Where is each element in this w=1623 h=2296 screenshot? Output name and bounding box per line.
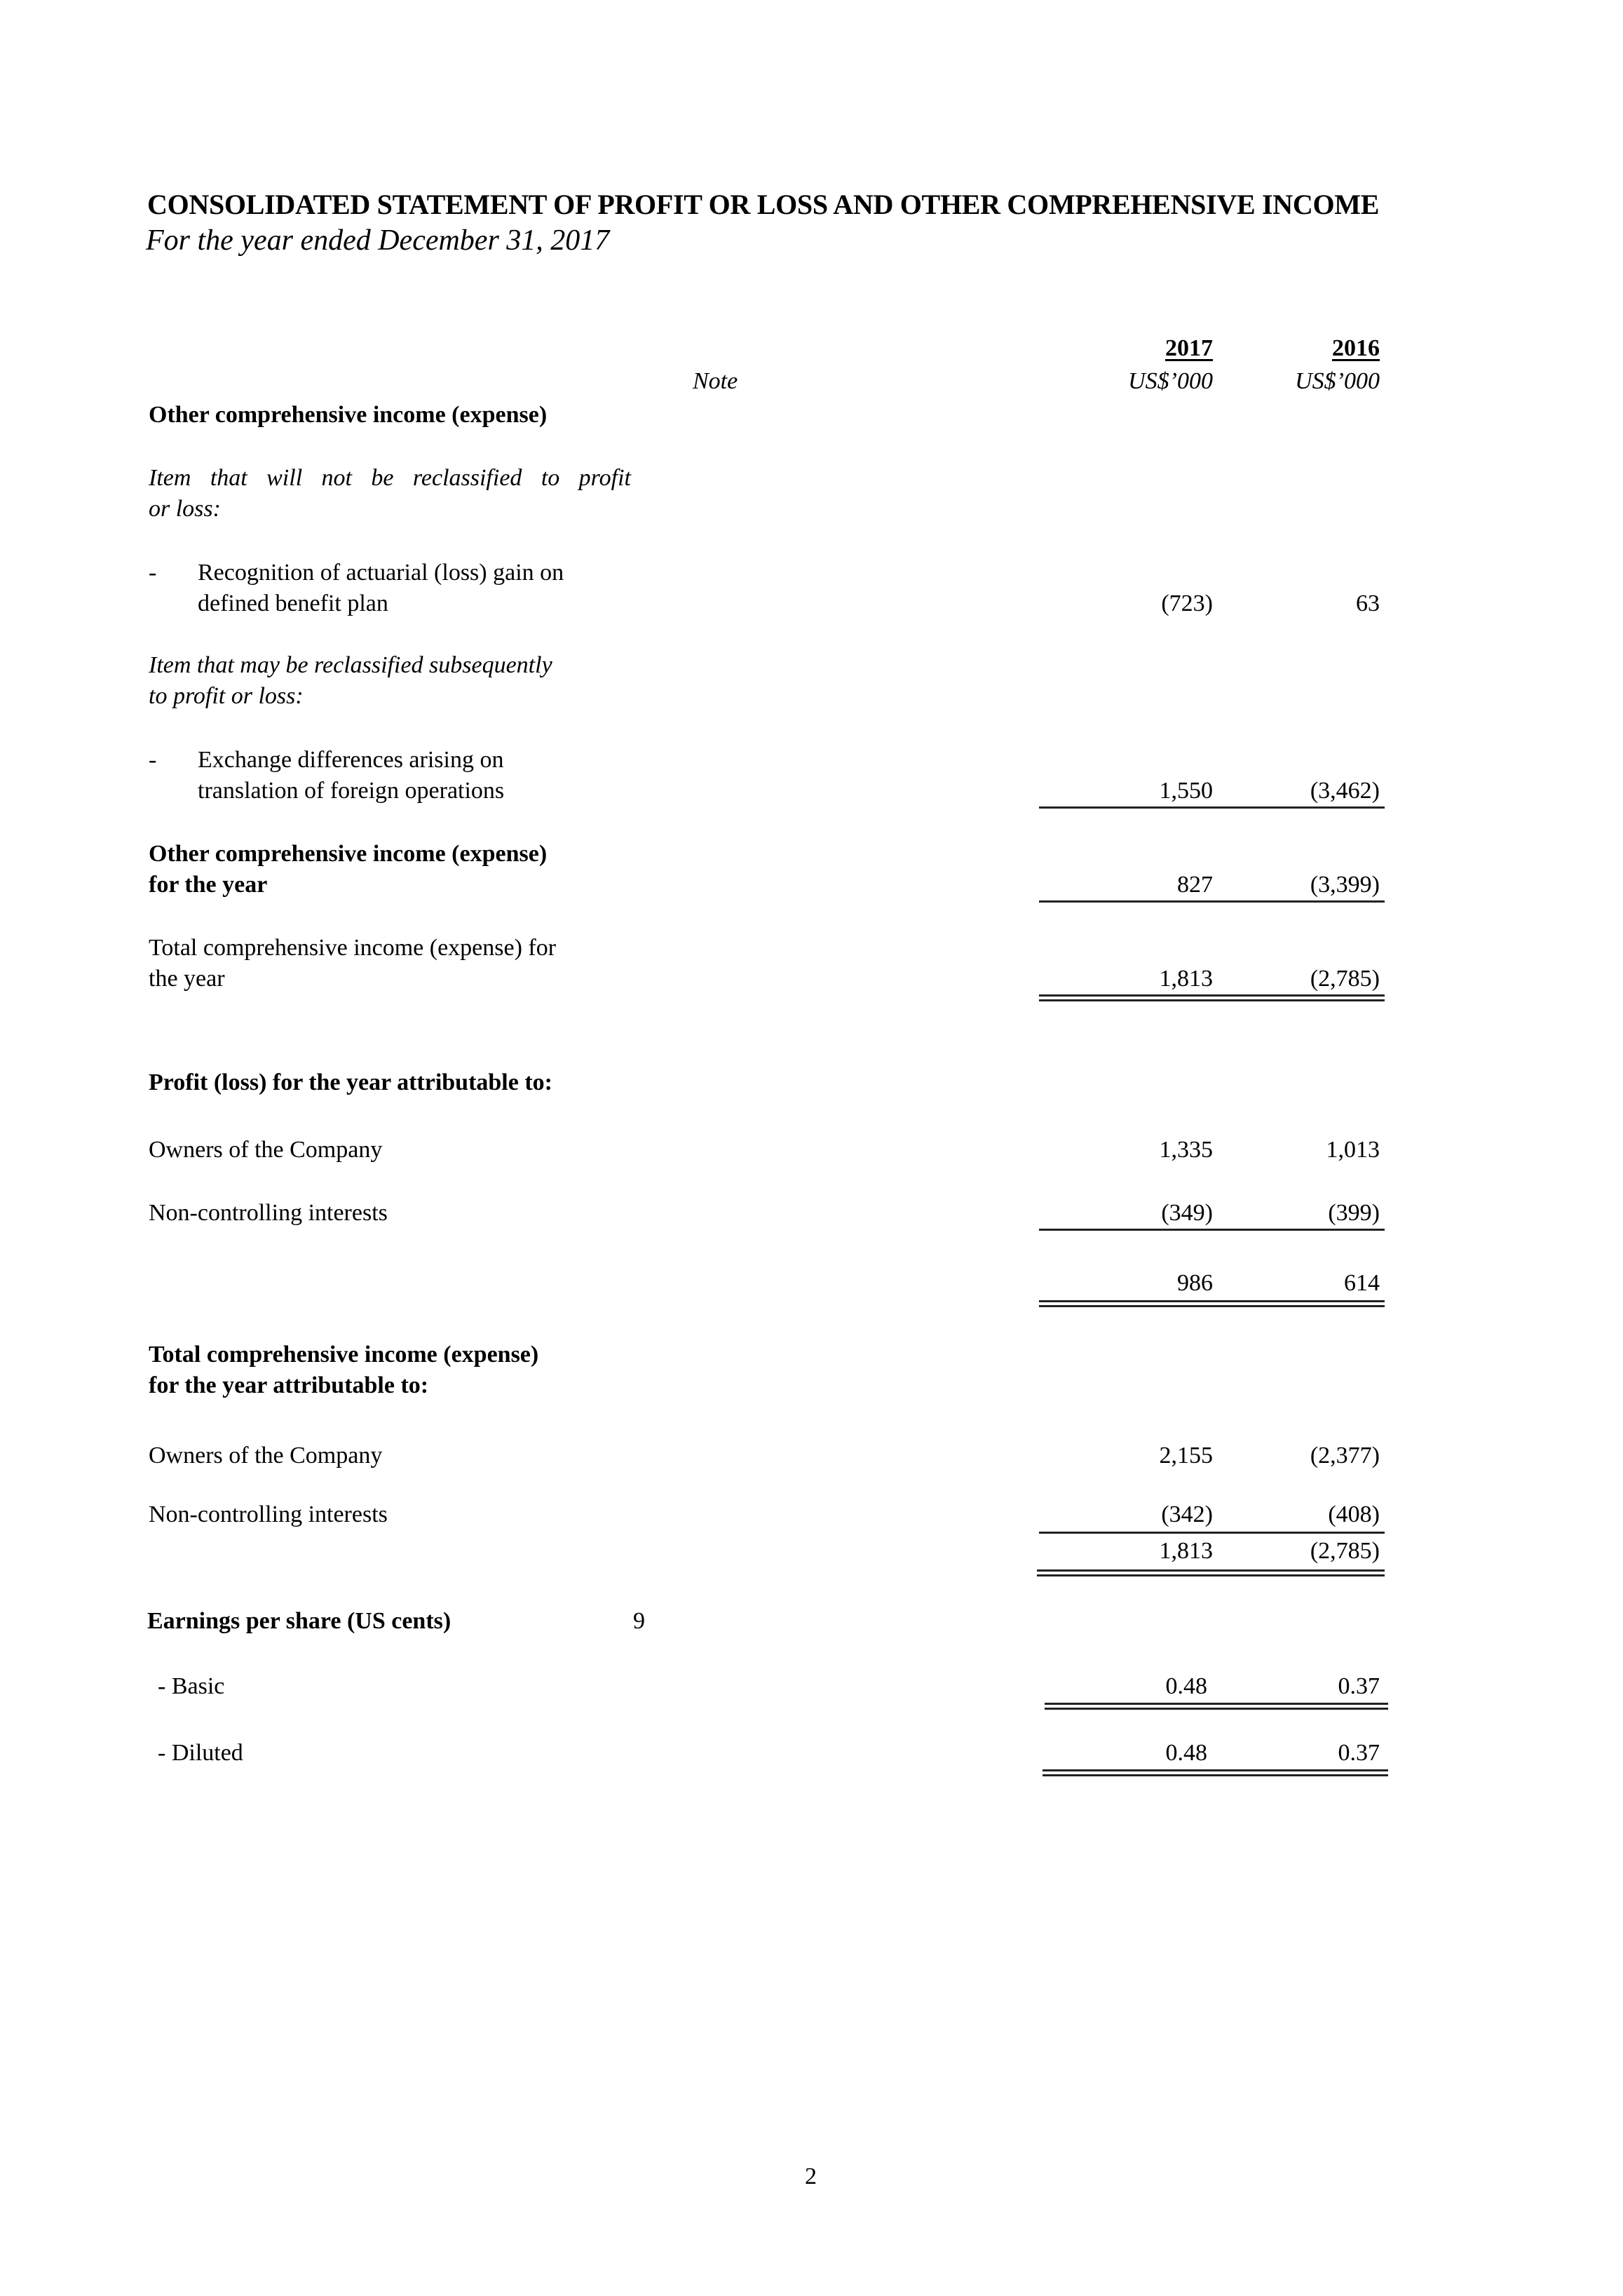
tci-nci-2017: (342) [1161,1501,1213,1527]
reclassified-heading [149,650,552,712]
oci-total-label [149,839,547,900]
year-2016-header [1211,333,1380,364]
eps-basic-label: - Basic [158,1673,225,1699]
profit-nci-2016: (399) [1328,1200,1380,1226]
profit-owners-2016: 1,013 [1326,1137,1380,1163]
actuarial-2016: 63 [1356,590,1380,616]
reclassified-heading-line2: to profit or loss: [149,683,304,709]
oci-total-2016: (3,399) [1310,872,1380,898]
eps-note-ref: 9 [633,1608,645,1634]
total-ci-2016: (2,785) [1310,966,1380,992]
eps-diluted-label: - Diluted [158,1740,243,1766]
tci-total-2017: 1,813 [1159,1538,1213,1564]
total-double-rule [1039,1300,1385,1307]
oci-section-heading: Other comprehensive income (expense) [149,402,548,428]
profit-nci-label: Non-controlling interests [149,1200,388,1226]
tci-nci-2016: (408) [1328,1501,1380,1527]
total-double-rule [1037,1569,1385,1576]
eps-double-rule [1045,1703,1388,1710]
oci-total-2017: 827 [1177,872,1213,898]
actuarial-label-line2: defined benefit plan [198,590,388,616]
statement-period: For the year ended December 31, 2017 [146,224,610,257]
year-2017-label: 2017 [1165,335,1213,361]
subtotal-rule [1039,1532,1385,1534]
eps-diluted-2016: 0.37 [1338,1740,1380,1766]
profit-nci-2017: (349) [1161,1200,1213,1226]
subtotal-rule [1039,900,1385,903]
exchange-2017: 1,550 [1159,778,1213,804]
unit-2017-header: US$’000 [1128,368,1213,394]
exchange-label-line1: Exchange differences arising on [198,747,504,773]
eps-double-rule [1043,1769,1388,1776]
actuarial-row [149,558,564,619]
oci-total-label-line2: for the year [149,872,268,898]
reclassified-heading-line1: Item that may be reclassified subsequently [149,652,552,678]
year-2017-header [1045,333,1213,364]
tci-attr-heading-line2: for the year attributable to: [149,1372,429,1398]
total-ci-2017: 1,813 [1159,966,1213,992]
actuarial-label-line1: Recognition of actuarial (loss) gain on [198,560,564,586]
not-reclassified-heading-line1: Item that will not be reclassified to profit [149,465,631,491]
bullet-dash: - [149,747,157,773]
eps-diluted-2017: 0.48 [1165,1740,1207,1766]
statement-title: CONSOLIDATED STATEMENT OF PROFIT OR LOSS AND OTHER COMPREHENSIVE INCOME [147,189,1380,220]
year-2016-label: 2016 [1332,335,1380,361]
bullet-dash: - [149,560,157,586]
tci-attr-heading-line1: Total comprehensive income (expense) [149,1342,539,1368]
profit-owners-2017: 1,335 [1159,1137,1213,1163]
actuarial-label [198,558,564,619]
exchange-label-line2: translation of foreign operations [198,778,505,804]
page-number: 2 [805,2163,817,2189]
subtotal-rule [1039,1229,1385,1231]
exchange-2016: (3,462) [1310,778,1380,804]
profit-total-2017: 986 [1177,1270,1213,1296]
eps-basic-2017: 0.48 [1165,1673,1207,1699]
eps-basic-2016: 0.37 [1338,1673,1380,1699]
profit-attr-heading: Profit (loss) for the year attributable to: [149,1069,552,1095]
total-ci-label-line2: the year [149,966,225,992]
tci-total-2016: (2,785) [1310,1538,1380,1564]
tci-nci-label: Non-controlling interests [149,1501,388,1527]
tci-owners-label: Owners of the Company [149,1443,383,1468]
tci-owners-2017: 2,155 [1159,1443,1213,1468]
eps-heading: Earnings per share (US cents) [147,1608,451,1634]
not-reclassified-heading [149,463,631,525]
subtotal-rule [1039,806,1385,809]
tci-attr-heading [149,1339,538,1401]
tci-owners-2016: (2,377) [1310,1443,1380,1468]
not-reclassified-heading-line2: or loss: [149,496,221,522]
total-double-rule [1039,994,1385,1001]
total-ci-label-line1: Total comprehensive income (expense) for [149,935,557,961]
profit-total-2016: 614 [1344,1270,1380,1296]
actuarial-2017: (723) [1161,590,1213,616]
exchange-row [149,745,504,806]
note-column-header: Note [693,368,738,394]
unit-2016-header: US$’000 [1295,368,1380,394]
total-ci-label [149,933,556,994]
oci-total-label-line1: Other comprehensive income (expense) [149,841,548,867]
profit-owners-label: Owners of the Company [149,1137,383,1163]
exchange-label [198,745,504,806]
